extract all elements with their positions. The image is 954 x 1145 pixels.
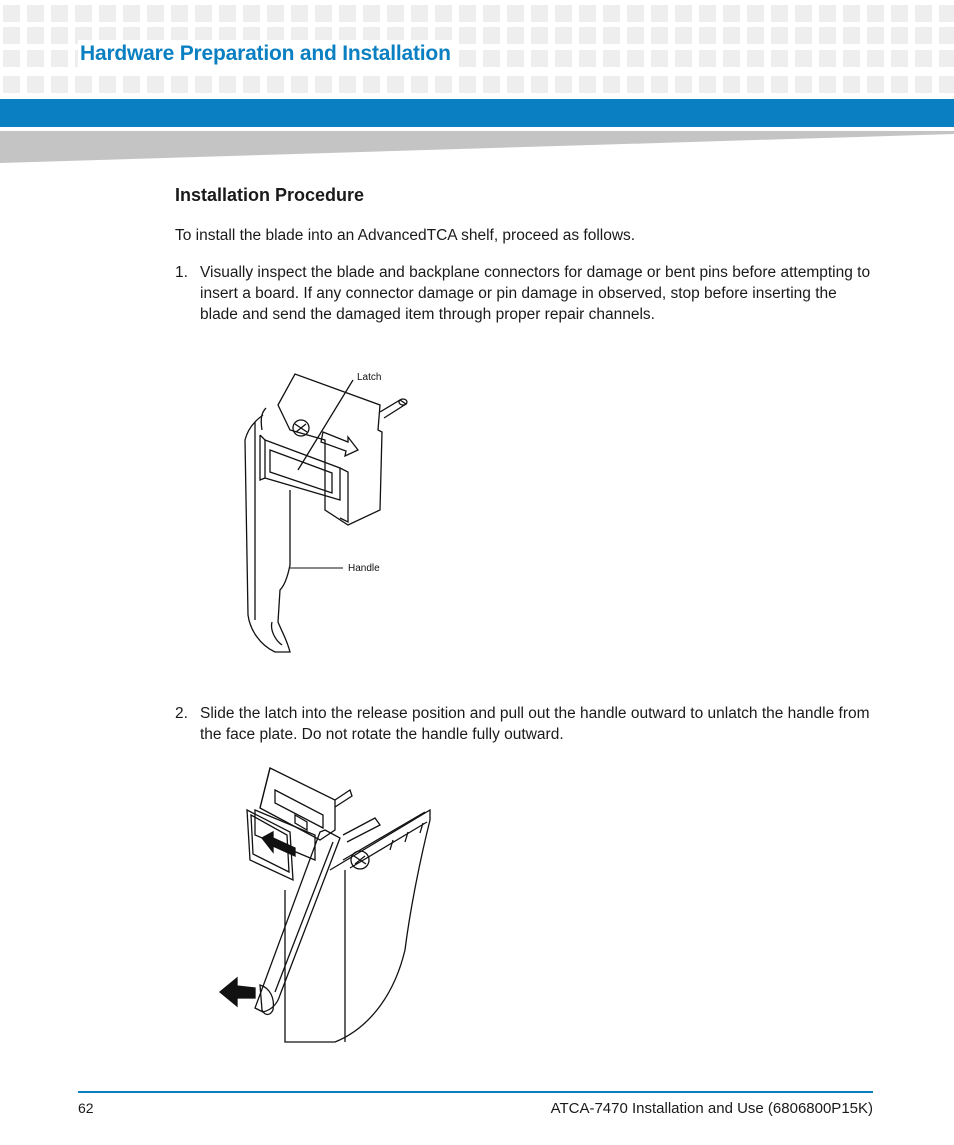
document-reference: ATCA-7470 Installation and Use (6806800P15K) bbox=[550, 1100, 873, 1117]
header-pattern-square bbox=[363, 5, 380, 22]
header-pattern-square bbox=[675, 27, 692, 44]
header-pattern-square bbox=[651, 27, 668, 44]
header-pattern-square bbox=[771, 76, 788, 93]
header-pattern-square bbox=[531, 76, 548, 93]
header-pattern-square bbox=[315, 76, 332, 93]
header-pattern-square bbox=[795, 76, 812, 93]
header-pattern-square bbox=[867, 76, 884, 93]
header-pattern-square bbox=[867, 50, 884, 67]
header-pattern-square bbox=[459, 76, 476, 93]
figure-latch-handle bbox=[230, 360, 430, 660]
header-pattern-square bbox=[267, 76, 284, 93]
header-pattern-square bbox=[771, 5, 788, 22]
step-text: Visually inspect the blade and backplane connectors for damage or bent pins before attempting to insert a board. If any connector damage or pin damage in observed, stop before inserting the blade and send the damaged item through proper repair channels. bbox=[200, 264, 871, 323]
header-pattern-square bbox=[195, 5, 212, 22]
header-pattern-square bbox=[27, 50, 44, 67]
header-pattern-square bbox=[747, 27, 764, 44]
header-pattern-square bbox=[147, 76, 164, 93]
header-pattern-square bbox=[891, 27, 908, 44]
header-pattern-square bbox=[507, 5, 524, 22]
header-pattern-square bbox=[843, 27, 860, 44]
header-pattern-square bbox=[843, 76, 860, 93]
header-pattern-square bbox=[3, 5, 20, 22]
header-pattern-square bbox=[723, 27, 740, 44]
header-pattern-square bbox=[531, 5, 548, 22]
footer-rule bbox=[78, 1091, 873, 1093]
header-pattern-square bbox=[699, 27, 716, 44]
header-pattern-square bbox=[411, 76, 428, 93]
header-pattern-square bbox=[507, 76, 524, 93]
header-pattern-square bbox=[483, 5, 500, 22]
header-pattern-square bbox=[675, 5, 692, 22]
header-pattern-square bbox=[819, 5, 836, 22]
header-pattern-square bbox=[171, 5, 188, 22]
header-blue-bar bbox=[0, 99, 954, 127]
header-pattern-square bbox=[459, 5, 476, 22]
header-pattern-square bbox=[387, 76, 404, 93]
header-pattern-square bbox=[939, 27, 954, 44]
header-pattern-square bbox=[459, 27, 476, 44]
handle-label: Handle bbox=[348, 563, 380, 574]
header-pattern-square bbox=[651, 5, 668, 22]
header-pattern-square bbox=[795, 50, 812, 67]
latch-arrow bbox=[321, 432, 358, 456]
header-pattern-square bbox=[723, 76, 740, 93]
header-pattern-square bbox=[795, 5, 812, 22]
header-pattern-square bbox=[579, 76, 596, 93]
header-pattern-square bbox=[27, 27, 44, 44]
header-pattern-square bbox=[123, 76, 140, 93]
header-pattern-square bbox=[291, 76, 308, 93]
guide-pin bbox=[380, 400, 406, 418]
header-pattern-square bbox=[675, 50, 692, 67]
header-pattern-square bbox=[915, 27, 932, 44]
header-pattern-square bbox=[123, 5, 140, 22]
header-pattern-square bbox=[699, 50, 716, 67]
header-pattern-square bbox=[867, 27, 884, 44]
intro-paragraph: To install the blade into an AdvancedTCA shelf, proceed as follows. bbox=[175, 227, 636, 244]
header-pattern-square bbox=[627, 5, 644, 22]
header-pattern-square bbox=[195, 76, 212, 93]
header-pattern-square bbox=[771, 27, 788, 44]
header-pattern-square bbox=[219, 76, 236, 93]
header-pattern-square bbox=[747, 50, 764, 67]
header-pattern-square bbox=[747, 76, 764, 93]
header-pattern-square bbox=[891, 5, 908, 22]
header-pattern-square bbox=[675, 76, 692, 93]
header-pattern-square bbox=[531, 50, 548, 67]
header-pattern-square bbox=[315, 5, 332, 22]
header-pattern-square bbox=[555, 50, 572, 67]
step-number: 2. bbox=[175, 705, 188, 722]
header-pattern-square bbox=[843, 50, 860, 67]
header-pattern-square bbox=[867, 5, 884, 22]
figure-handle-release bbox=[215, 760, 435, 1050]
pull-arrow-icon bbox=[220, 978, 255, 1006]
header-pattern-square bbox=[771, 50, 788, 67]
header-pattern-square bbox=[915, 76, 932, 93]
header-pattern-square bbox=[3, 76, 20, 93]
header-pattern-square bbox=[651, 76, 668, 93]
header-pattern-square bbox=[99, 76, 116, 93]
header-pattern-square bbox=[99, 5, 116, 22]
header-pattern-square bbox=[147, 5, 164, 22]
header-pattern-square bbox=[819, 50, 836, 67]
header-pattern-square bbox=[243, 76, 260, 93]
step-number: 1. bbox=[175, 264, 188, 281]
step-text: Slide the latch into the release position and pull out the handle outward to unlatch the handle from the face plate. Do not rotate the handle fully outward. bbox=[200, 705, 870, 743]
step-1 bbox=[175, 262, 875, 325]
header-pattern-square bbox=[723, 5, 740, 22]
handle bbox=[245, 415, 290, 652]
header-grey-wedge bbox=[0, 131, 954, 163]
header-pattern-square bbox=[507, 27, 524, 44]
header-pattern-square bbox=[27, 76, 44, 93]
header-pattern-square bbox=[939, 5, 954, 22]
header-pattern-square bbox=[483, 50, 500, 67]
header-pattern-square bbox=[699, 76, 716, 93]
header-pattern-square bbox=[843, 5, 860, 22]
header-pattern-square bbox=[891, 50, 908, 67]
header-pattern-square bbox=[819, 27, 836, 44]
header-pattern-square bbox=[3, 50, 20, 67]
header-pattern-square bbox=[795, 27, 812, 44]
header-pattern-square bbox=[723, 50, 740, 67]
header-pattern-square bbox=[699, 5, 716, 22]
header-pattern-square bbox=[579, 27, 596, 44]
latch-label: Latch bbox=[357, 372, 382, 383]
header-pattern-square bbox=[819, 76, 836, 93]
header-pattern-square bbox=[75, 76, 92, 93]
header-pattern-square bbox=[51, 50, 68, 67]
header-pattern-square bbox=[363, 76, 380, 93]
header-pattern-square bbox=[27, 5, 44, 22]
header-pattern-square bbox=[3, 27, 20, 44]
page-number: 62 bbox=[78, 1100, 94, 1116]
header-pattern-square bbox=[579, 50, 596, 67]
header-pattern-square bbox=[555, 76, 572, 93]
header-pattern-square bbox=[603, 5, 620, 22]
header-pattern-square bbox=[555, 5, 572, 22]
header-pattern-square bbox=[747, 5, 764, 22]
header-pattern-square bbox=[483, 27, 500, 44]
latch-block bbox=[260, 768, 335, 840]
header-pattern-square bbox=[627, 50, 644, 67]
header-pattern-square bbox=[51, 76, 68, 93]
header-pattern-square bbox=[627, 27, 644, 44]
header-pattern-square bbox=[531, 27, 548, 44]
header-pattern-square bbox=[603, 50, 620, 67]
header-pattern-square bbox=[243, 5, 260, 22]
header-pattern-square bbox=[603, 27, 620, 44]
header-pattern-square bbox=[579, 5, 596, 22]
header-pattern-square bbox=[267, 5, 284, 22]
step-2 bbox=[175, 703, 875, 745]
header-pattern-square bbox=[483, 76, 500, 93]
header-pattern-square bbox=[555, 27, 572, 44]
header-pattern-square bbox=[915, 5, 932, 22]
header-pattern-square bbox=[435, 76, 452, 93]
header-pattern-square bbox=[75, 5, 92, 22]
header-pattern-square bbox=[651, 50, 668, 67]
header-pattern-square bbox=[219, 5, 236, 22]
header-pattern-square bbox=[603, 76, 620, 93]
header-pattern-square bbox=[891, 76, 908, 93]
header-pattern-square bbox=[435, 5, 452, 22]
header-pattern-square bbox=[339, 76, 356, 93]
header-pattern-square bbox=[459, 50, 476, 67]
header-pattern-square bbox=[507, 50, 524, 67]
header-pattern-square bbox=[51, 5, 68, 22]
faceplate-bracket bbox=[278, 374, 382, 525]
header-pattern-square bbox=[339, 5, 356, 22]
header-pattern-square bbox=[939, 50, 954, 67]
header-pattern-square bbox=[411, 5, 428, 22]
header-pattern-square bbox=[627, 76, 644, 93]
header-pattern-square bbox=[51, 27, 68, 44]
latch-block bbox=[265, 440, 340, 500]
header-pattern-square bbox=[387, 5, 404, 22]
header-pattern-square bbox=[291, 5, 308, 22]
chapter-title: Hardware Preparation and Installation bbox=[78, 40, 453, 68]
header-pattern-square bbox=[939, 76, 954, 93]
header-pattern-square bbox=[915, 50, 932, 67]
header-pattern-square bbox=[171, 76, 188, 93]
section-title: Installation Procedure bbox=[175, 185, 365, 205]
